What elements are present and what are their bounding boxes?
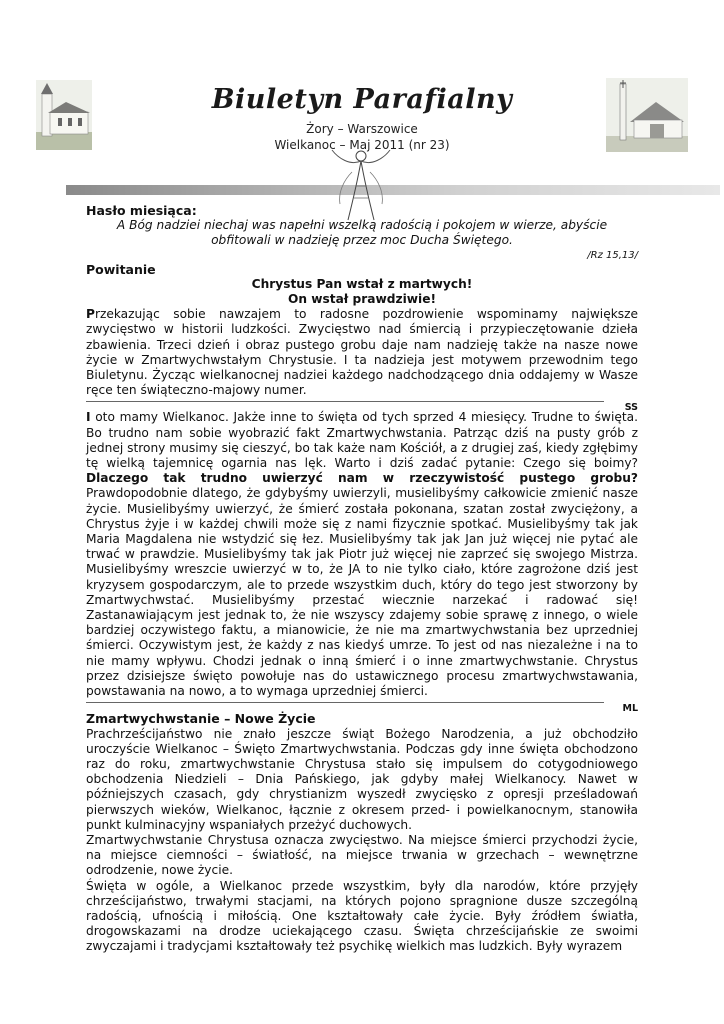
header xyxy=(0,0,724,200)
motto-heading: Hasło miesiąca: xyxy=(86,203,197,218)
greeting-signature: SS xyxy=(624,402,638,414)
separator-line xyxy=(86,401,604,402)
separator-line xyxy=(86,702,604,703)
resurrection-paragraph-2: Zmartwychwstanie Chrystusa oznacza zwycięstwo. Na miejsce śmierci przychodzi życie, na miejsce ciemności – światłość, na miejsce trwania w grzechach – wewnętrzne odrodzenie, nowe życie. xyxy=(86,832,638,878)
resurrection-paragraph-1: Prachrześcijaństwo nie znało jeszcze świąt Bożego Narodzenia, a już obchodziło uroczyście Wielkanoc – Święto Zmartwychwstania. Podczas gdy inne święta obchodzono raz do roku, zmartwychwstanie Chrystusa stało się impulsem do cotygodniowego obchodzenia Niedzieli – Dnia Pańskiego, jak gdyby małej Wielkanocy. Nawet w późniejszych czasach, gdy chrystianizm wyszedł zwycięsko z opresji prześladowań pierwszych wieków, Wielkanoc, łącznie z okresem przed- i powielkanocnym, stanowiła punkt kulminacyjny wspaniałych przeżyć duchowych. xyxy=(86,726,638,832)
greeting-line-2: On wstał prawdziwie! xyxy=(287,292,437,307)
main-content xyxy=(86,203,638,955)
header-rule xyxy=(66,185,720,195)
greeting-separator xyxy=(86,398,638,414)
greeting-drop-letter: P xyxy=(86,307,95,322)
easter-signature: ML xyxy=(622,703,638,715)
resurrection-heading: Zmartwychwstanie – Nowe Życie xyxy=(86,711,316,727)
location-line: Żory – Warszowice xyxy=(306,122,418,136)
easter-drop-letter: I xyxy=(86,410,91,425)
easter-separator xyxy=(86,699,638,715)
easter-question: Dlaczego tak trudno uwierzyć nam w rzeczywistość pustego grobu? xyxy=(86,471,638,486)
easter-text-b: Prawdopodobnie dlatego, że gdybyśmy uwierzyli, musielibyśmy całkowicie zmienić nasze życie. Musielibyśmy uwierzyć, że śmierć została pokonana, szatan został zwyciężony, a Chrystus żyje i w każdej chwili może się z nami fizycznie spotkać. Musielibyśmy tak jak Maria Magdalena nie wstydzić się łez. Musielibyśmy tak jak Jan już więcej nie pytać ale trwać w prawdzie. Musielibyśmy tak jak Piotr już więcej nie zaprzeć się swojego Mistrza. Musielibyśmy wreszcie uwierzyć w to, że JA to nie tylko ciało, które zagrożone dziś jest kryzysem gospodarczym, ale to przede wszystkim duch, który do tego jest stworzony by Zmartwychwstać. Musielibyśmy przestać wiecznie narzekać i radować się! Zastanawiającym jest jednak to, że nie wszyscy zdajemy sobie sprawę z innego, o wiele bardziej oczywistego faktu, a mianowicie, że nie ma zmartwychwstania bez uprzedniej śmierci. Oczywistym jest, że każdy z nas kiedyś umrze. To jest od nas niezależne i na to nie mamy wpływu. Chodzi jednak o inną śmierć i o inne zmartwychwstanie. Chrystus przez dzisiejsze święto powołuje nas do ustawicznego procesu zmartwychwstawania, powstawania na nowo, a to wymaga uprzedniej śmierci. xyxy=(86,486,638,699)
easter-paragraph xyxy=(86,410,638,699)
greeting-heading: Powitanie xyxy=(86,261,156,277)
greeting-line-1: Chrystus Pan wstał z martwych! xyxy=(251,276,473,291)
motto-text: A Bóg nadziei niechaj was napełni wszelką radością i pokojem w wierze, abyście obfitowali w nadzieję przez moc Ducha Świętego. xyxy=(116,218,608,248)
resurrection-paragraph-3: Święta w ogóle, a Wielkanoc przede wszystkim, były dla narodów, które przyjęły chrześcijaństwo, trwałymi stacjami, na których pojono spragnione dusze szczególną radością, ufnością i miłością. One kształtowały całe życie. Były źródłem światła, drogowskazami na drodze uciekającego czasu. Święta chrześcijańskie ze swoimi zwyczajami i tradycjami kształtowały też psychikę wielkich mas ludzkich. Były wyrazem xyxy=(86,878,638,954)
bulletin-title: Biuletyn Parafialny xyxy=(211,84,513,115)
motto-reference: /Rz 15,13/ xyxy=(587,249,638,261)
greeting-paragraph xyxy=(86,307,638,398)
church-right-image xyxy=(606,78,688,152)
greeting-text: rzekazując sobie nawzajem to radosne pozdrowienie wspominamy największe zwycięstwo w historii ludzkości. Zwycięstwo nad śmiercią i przypieczętowanie dzieła zbawienia. Trzeci dzień i obraz pustego grobu daje nam nadzieję także na nasze nowe życie w Zmartwychwstałym Chrystusie. I ta nadzieja jest motywem przewodnim tego Biuletynu. Życząc wielkanocnej nadziei każdego nadchodzącego dnia oddajemy w Wasze ręce ten świąteczno-majowy numer. xyxy=(86,307,638,398)
easter-text-a: oto mamy Wielkanoc. Jakże inne to święta od tych sprzed 4 miesięcy. Trudne to święta. Bo trudno nam sobie wyobrazić fakt Zmartwychwstania. Patrząc dziś na pusty grób z jednej strony musimy się cieszyć, bo tak każe nam Kościół, a z drugiej zaś, kiedy zgłębimy tę wielką tajemnicę ogarnia nas lęk. Warto i dziś zadać pytanie: Czego się boimy? xyxy=(86,410,638,471)
issue-line: Wielkanoc – Maj 2011 (nr 23) xyxy=(274,138,450,152)
